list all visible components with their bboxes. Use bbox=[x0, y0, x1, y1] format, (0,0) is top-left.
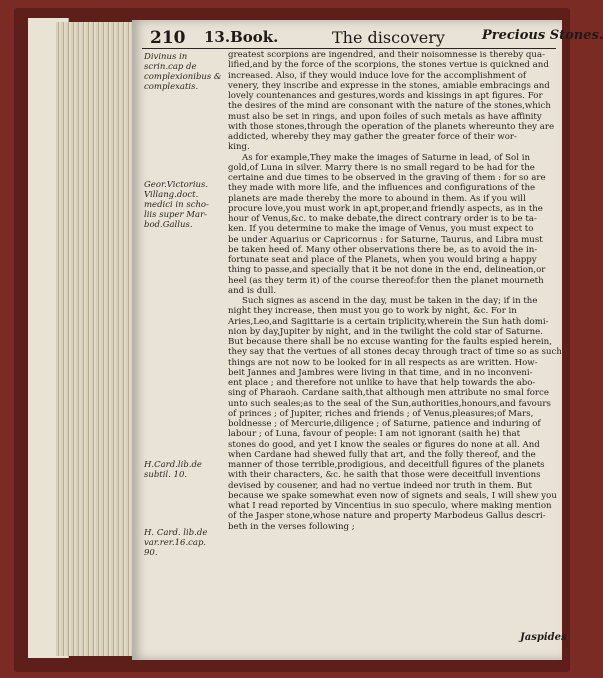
text-line: when Cardane had shewed fully that art, and the folly thereof, and the bbox=[228, 449, 536, 460]
text-line: As for example,They make the images of Saturne in lead, of Sol in bbox=[242, 152, 530, 163]
text-line: beit Jannes and Jambres were living in that time, and in no inconveni- bbox=[228, 367, 533, 378]
text-line: planets are made thereby the more to abound in them. As if you will bbox=[228, 193, 526, 204]
text-line: venery, they inscribe and expresse in the stones, amiable embracings and bbox=[228, 80, 550, 91]
running-title: The discovery bbox=[332, 28, 445, 47]
margin-note: H. Card. lib.de var.rer.16.cap. 90. bbox=[144, 528, 208, 558]
text-line: with their characters, &c. he saith that those were deceitfull inventions bbox=[228, 470, 541, 481]
running-header bbox=[142, 26, 603, 49]
text-line: labour ; of Luna, favour of people: I am not ignorant (saith he) that bbox=[228, 429, 521, 440]
text-line: of the Jasper stone,whose nature and property Marbodeus Gallus descri- bbox=[228, 511, 546, 522]
text-line: and is dull. bbox=[228, 285, 277, 296]
text-line: what I read reported by Vincentius in suo speculo, where making mention bbox=[228, 501, 552, 511]
text-line: sing of Pharaoh. Cardane saith,that although men attribute no smal force bbox=[228, 388, 549, 399]
text-line: because we spake somewhat even now of signets and seals, I will shew you bbox=[228, 490, 557, 501]
margin-note: H.Card.lib.de subtil. 10. bbox=[144, 460, 202, 480]
text-line: Aries,Leo,and Sagittarie is a certain triplicity,wherein the Sun hath domi- bbox=[228, 316, 549, 327]
text-line: king. bbox=[228, 142, 250, 153]
text-line: Such signes as ascend in the day, must be taken in the day; if in the bbox=[242, 296, 538, 306]
text-line: be under Aquarius or Capricornus : for Saturne, Taurus, and Libra must bbox=[228, 234, 543, 245]
text-line: they say that the vertues of all stones decay through tract of time so as such bbox=[228, 347, 562, 358]
text-line: must also be set in rings, and upon foiles of such metals as have affinity bbox=[228, 111, 542, 122]
text-line: the desires of the mind are consonant with the nature of the stones,which bbox=[228, 101, 551, 112]
catchword: Jaspides bbox=[520, 632, 567, 643]
margin-note: Divinus in scrin.cap de complexionibus & complexatis. bbox=[144, 52, 222, 92]
page-edges bbox=[56, 22, 134, 656]
text-line: unto such seales;as to the seal of the Sun,authorities,honours,and favours bbox=[228, 398, 551, 409]
running-section: Precious Stones. bbox=[482, 28, 603, 43]
text-line: beth in the verses following ; bbox=[228, 521, 355, 532]
text-line: nion by day,Jupiter by night, and in the twilight the cold star of Saturne. bbox=[228, 326, 543, 337]
book-page bbox=[132, 20, 603, 660]
body-text bbox=[228, 50, 562, 532]
text-line: ken. If you determine to make the image of Venus, you must expect to bbox=[228, 224, 534, 235]
text-line: But because there shall be no excuse wanting for the faults espied herein, bbox=[228, 337, 552, 347]
text-line: they made with more life, and the influences and configurations of the bbox=[228, 183, 536, 194]
text-line: lovely countenances and gestures,words and kissings in apt figures. For bbox=[228, 91, 543, 101]
text-line: hour of Venus,&c. to make debate,the direct contrary order is to be ta- bbox=[228, 214, 537, 224]
text-line: fortunate seat and place of the Planets, when you would bring a happy bbox=[228, 255, 537, 265]
page-number: 210 bbox=[150, 28, 186, 48]
text-line: of princes ; of Jupiter, riches and friends ; of Venus,pleasures;of Mars, bbox=[228, 408, 534, 419]
margin-note: Geor.Victorius. Villang.doct. medici in scho- liis super Mar- bod.Gallus. bbox=[144, 180, 209, 230]
text-line: lified,and by the force of the scorpions, the stones vertue is quickned and bbox=[228, 60, 549, 71]
text-line: ent place ; and therefore not unlike to have that help towards the abo- bbox=[228, 378, 536, 388]
text-line: manner of those terrible,prodigious, and deceitfull figures of the planets bbox=[228, 460, 545, 470]
text-line: gold,of Luna in silver. Marry there is no small regard to be had for the bbox=[228, 162, 535, 173]
book-label: 13.Book. bbox=[204, 28, 279, 46]
text-line: thing to passe,and specially that it be not done in the end, delineation,or bbox=[228, 265, 546, 276]
text-line: heel (as they term it) of the course thereof:for then the planet mourneth bbox=[228, 275, 544, 286]
text-line: procure love,you must work in apt,proper,and friendly aspects, as in the bbox=[228, 203, 543, 214]
text-line: things are not now to be looked for in all respects as are written. How- bbox=[228, 357, 538, 368]
text-line: with those stones,through the operation of the planets whereunto they are bbox=[228, 121, 555, 132]
text-line: increased. Also, if they would induce love for the accomplishment of bbox=[228, 70, 527, 81]
text-line: night they increase, then must you go to work by night, &c. For in bbox=[228, 306, 517, 317]
text-line: boldnesse ; of Mercurie,diligence ; of Saturne, patience and induring of bbox=[228, 419, 541, 429]
text-line: be taken heed of. Many other observations there be, as to avoid the in- bbox=[228, 244, 538, 255]
text-line: stones do good, and yet I know the seales or figures do none at all. And bbox=[228, 439, 540, 450]
text-line: certaine and due times to be observed in the graving of them : for so are bbox=[228, 173, 546, 183]
text-line: greatest scorpions are ingendred, and their noisomnesse is thereby qua- bbox=[228, 50, 545, 60]
text-line: addicted, whereby they may gather the greater force of their wor- bbox=[228, 132, 517, 142]
text-line: devised by cousener, and had no vertue indeed nor truth in them. But bbox=[228, 480, 532, 491]
